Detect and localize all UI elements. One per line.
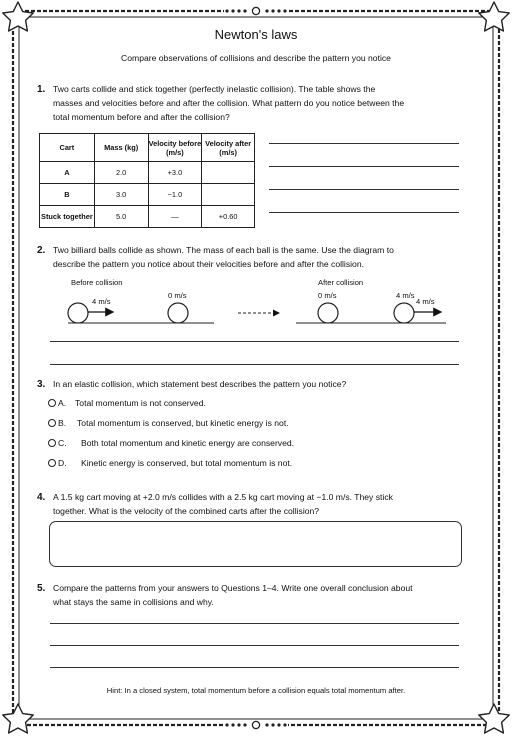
- bottom-ornament: [224, 720, 288, 730]
- option-text: Total momentum is not conserved.: [75, 398, 206, 408]
- q3-number: 3.: [37, 379, 46, 390]
- radio-option-c[interactable]: [48, 439, 56, 447]
- answer-line[interactable]: [50, 364, 459, 365]
- before-ball2-speed: 0 m/s: [168, 291, 187, 300]
- after-collision-label: After collision: [318, 278, 364, 287]
- before-ball1-speed: 4 m/s: [92, 297, 111, 306]
- table-cell: 3.0: [94, 184, 148, 206]
- before-collision-label: Before collision: [71, 278, 123, 287]
- star-icon-bottom-right: [479, 704, 509, 733]
- answer-line[interactable]: [50, 645, 459, 646]
- option-letter: B.: [58, 418, 67, 428]
- radio-option-d[interactable]: [48, 459, 56, 467]
- option-text: Kinetic energy is conserved, but total momentum is not.: [81, 458, 293, 468]
- hint-text: Hint: In a closed system, total momentum before a collision equals total momentum after.: [106, 686, 406, 695]
- page-title: Newton's laws: [214, 27, 298, 42]
- answer-line[interactable]: [50, 341, 459, 342]
- q4-number: 4.: [37, 492, 46, 503]
- after-ball2-speed-arrow: 4 m/s: [416, 297, 435, 306]
- q4-text: [53, 490, 493, 518]
- after-ball2-speed-top: 4 m/s: [396, 291, 415, 300]
- q5-text-line: what stays the same in collisions and why.: [53, 597, 214, 607]
- option-letter: A.: [58, 398, 67, 408]
- before-ball1: [68, 303, 88, 323]
- radio-option-a[interactable]: [48, 399, 56, 407]
- collision-diagram: [0, 0, 512, 360]
- table-header: Mass (kg): [94, 134, 148, 162]
- q4-text-line: A 1.5 kg cart moving at +2.0 m/s collides with a 2.5 kg cart moving at −1.0 m/s. They stick: [53, 492, 393, 502]
- after-ball2: [394, 303, 414, 323]
- option-text: Both total momentum and kinetic energy are conserved.: [81, 438, 295, 448]
- table-cell: A: [40, 162, 95, 184]
- instructions: Compare observations of collisions and describe the pattern you notice: [121, 53, 391, 63]
- q1-text-line: Two carts collide and stick together (perfectly inelastic collision). The table shows the: [53, 84, 376, 94]
- after-ball1-speed: 0 m/s: [318, 291, 337, 300]
- answer-line[interactable]: [50, 667, 459, 668]
- before-ball2: [168, 303, 188, 323]
- table-cell: 2.0: [94, 162, 148, 184]
- table-header: Cart: [40, 134, 95, 162]
- q3-text: In an elastic collision, which statement best describes the pattern you notice?: [53, 379, 347, 389]
- table-cell: −1.0: [148, 184, 202, 206]
- q1-text-line: total momentum before and after the collision?: [53, 112, 230, 122]
- table-header: Velocity after (m/s): [202, 134, 255, 162]
- table-cell: 5.0: [94, 206, 148, 228]
- q5-text-line: Compare the patterns from your answers to Questions 1–4. Write one overall conclusion about: [53, 583, 413, 593]
- table-cell: +3.0: [148, 162, 202, 184]
- option-letter: D.: [58, 458, 67, 468]
- answer-line[interactable]: [50, 623, 459, 624]
- table-cell: Stuck together: [40, 206, 95, 228]
- q4-answer-box[interactable]: [49, 521, 462, 567]
- q5-text: [53, 581, 493, 609]
- after-ball1: [318, 303, 338, 323]
- q1-number: 1.: [37, 84, 46, 95]
- q2-text-line: Two billiard balls collide as shown. The mass of each ball is the same. Use the diagram to: [53, 245, 394, 255]
- q4-text-line: together. What is the velocity of the combined carts after the collision?: [53, 506, 320, 516]
- table-cell: +0.60: [202, 206, 255, 228]
- table-cell: —: [148, 206, 202, 228]
- q1-text-line: masses and velocities before and after the collision. What pattern do you notice between the: [53, 98, 405, 108]
- star-icon-bottom-left: [3, 704, 33, 733]
- radio-option-b[interactable]: [48, 419, 56, 427]
- option-text: Total momentum is conserved, but kinetic energy is not.: [77, 418, 289, 428]
- table-cell: B: [40, 184, 95, 206]
- q2-number: 2.: [37, 245, 46, 256]
- q5-number: 5.: [37, 583, 46, 594]
- option-letter: C.: [58, 438, 67, 448]
- q2-text-line: describe the pattern you notice about their velocities before and after the collision.: [53, 259, 364, 269]
- table-header: Velocity before (m/s): [148, 134, 202, 162]
